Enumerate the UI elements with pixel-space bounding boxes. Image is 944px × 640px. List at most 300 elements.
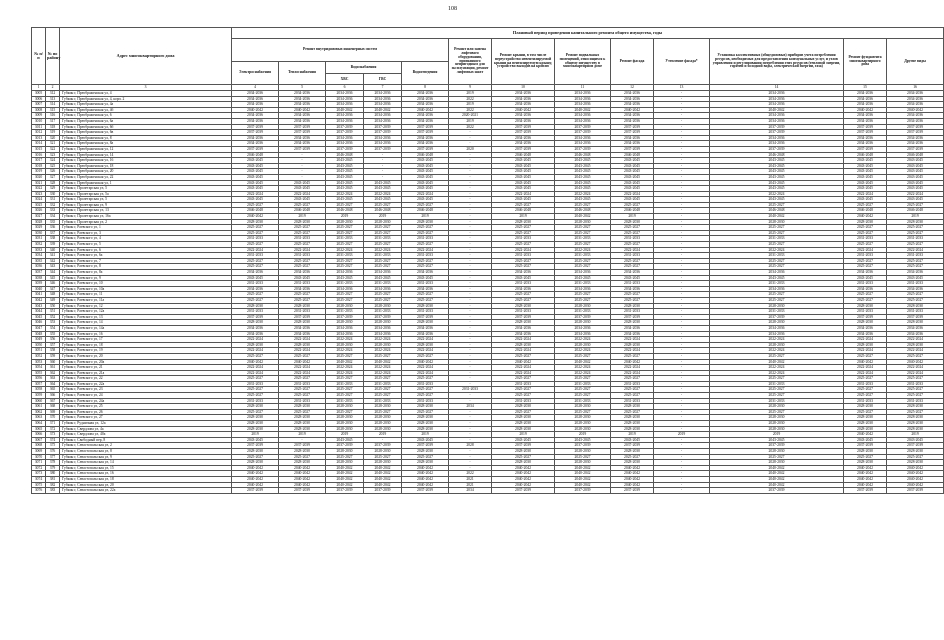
- table-cell: 2043-2045: [492, 197, 555, 203]
- address-cell: Губкин г, Раевского ул, 9: [60, 275, 232, 281]
- table-cell: 2037-2039: [279, 314, 326, 320]
- table-cell: 2034-2036: [611, 141, 654, 147]
- table-cell: 2043-2045: [326, 169, 364, 175]
- table-cell: 2025-2027: [555, 292, 611, 298]
- table-cell: 2040-2042: [611, 471, 654, 477]
- table-cell: 353: [46, 320, 60, 326]
- table-cell: 2028-2030: [279, 303, 326, 309]
- table-cell: -: [364, 163, 402, 169]
- table-cell: 2025-2027: [326, 454, 364, 460]
- table-cell: 2043-2045: [232, 186, 279, 192]
- table-cell: 2043-2045: [326, 437, 364, 443]
- table-cell: 344: [46, 270, 60, 276]
- table-cell: 2040-2042: [279, 471, 326, 477]
- table-cell: 2022-2024: [887, 365, 944, 371]
- table-cell: 2028-2030: [364, 460, 402, 466]
- table-cell: 2043-2045: [279, 180, 326, 186]
- table-cell: 322: [46, 146, 60, 152]
- table-cell: 2028-2030: [710, 219, 844, 225]
- table-cell: 2043-2045: [555, 197, 611, 203]
- table-cell: 3020: [32, 174, 46, 180]
- table-cell: 3015: [32, 146, 46, 152]
- table-cell: 2020: [449, 146, 492, 152]
- table-cell: 2046-2048: [710, 208, 844, 214]
- table-cell: 2034-2036: [492, 118, 555, 124]
- table-cell: 2046-2048: [402, 152, 449, 158]
- table-cell: 2031-2033: [844, 381, 887, 387]
- table-cell: -: [449, 292, 492, 298]
- address-cell: Губкин г, Преображенская ул, 22: [60, 174, 232, 180]
- table-cell: -: [449, 286, 492, 292]
- table-cell: 2043-2045: [232, 197, 279, 203]
- address-cell: Губкин г, Раевского ул, 14а: [60, 325, 232, 331]
- table-cell: 2028-2030: [887, 460, 944, 466]
- table-cell: -: [449, 353, 492, 359]
- table-cell: 2037-2039: [279, 124, 326, 130]
- column-number: 3: [60, 85, 232, 91]
- table-cell: 2028-2030: [844, 404, 887, 410]
- table-cell: 2043-2045: [710, 186, 844, 192]
- table-cell: 2034-2036: [710, 135, 844, 141]
- table-cell: 3050: [32, 342, 46, 348]
- table-cell: 3018: [32, 163, 46, 169]
- table-cell: -: [449, 342, 492, 348]
- table-cell: 2019: [364, 214, 402, 220]
- table-cell: -: [449, 320, 492, 326]
- table-cell: 2028-2030: [279, 421, 326, 427]
- table-cell: 2040-2042: [364, 465, 402, 471]
- table-cell: 2022-2024: [611, 191, 654, 197]
- table-cell: 2028-2030: [887, 219, 944, 225]
- table-cell: 331: [46, 197, 60, 203]
- table-cell: 2034-2036: [402, 325, 449, 331]
- table-cell: 355: [46, 331, 60, 337]
- table-cell: -: [654, 107, 710, 113]
- table-cell: 2028-2030: [232, 460, 279, 466]
- table-cell: 374: [46, 437, 60, 443]
- table-cell: 2040-2042: [887, 482, 944, 488]
- table-cell: 2034-2036: [364, 118, 402, 124]
- table-cell: 2028-2030: [611, 342, 654, 348]
- table-cell: 2025-2027: [279, 230, 326, 236]
- table-cell: 2043-2045: [887, 180, 944, 186]
- table-cell: 2034-2036: [279, 113, 326, 119]
- table-cell: 2037-2039: [364, 443, 402, 449]
- table-cell: 345: [46, 275, 60, 281]
- table-cell: 346: [46, 281, 60, 287]
- table-cell: 2037-2039: [611, 488, 654, 494]
- table-cell: 2043-2045: [887, 186, 944, 192]
- address-cell: Губкин г, Раевского ул, 14: [60, 320, 232, 326]
- table-cell: 2034-2036: [279, 135, 326, 141]
- table-cell: 2037-2039: [232, 488, 279, 494]
- table-cell: -: [654, 421, 710, 427]
- table-cell: 2025-2027: [364, 376, 402, 382]
- table-cell: 2034-2036: [364, 102, 402, 108]
- table-cell: 2031-2033: [364, 236, 402, 242]
- table-cell: 2028-2030: [844, 426, 887, 432]
- table-cell: 2040-2042: [844, 359, 887, 365]
- table-cell: 3073: [32, 471, 46, 477]
- table-cell: 2031-2033: [844, 236, 887, 242]
- address-cell: Губкин г, Раевского ул, 5: [60, 242, 232, 248]
- address-cell: Губкин г, Севастопольская ул, 9: [60, 454, 232, 460]
- table-cell: 2022-2024: [279, 247, 326, 253]
- table-cell: 364: [46, 381, 60, 387]
- table-cell: 326: [46, 169, 60, 175]
- header-elevator: Ремонт или замена лифтового оборудования, признанного непригодным для эксплуатации, ремонт лифтовых шахт: [449, 39, 492, 85]
- header-meters: Установка коллективных (общедомовых) приборов учета потребления ресурсов, необходимых для предоставления коммунальных услуг, и узлов управления и регулирования потребления этих ресурсов (тепловой энергии, горячей и холодной воды, электрической энергии, газа): [710, 39, 844, 85]
- table-cell: 2025-2027: [402, 225, 449, 231]
- table-cell: 2034-2036: [555, 325, 611, 331]
- table-cell: 2025-2027: [279, 258, 326, 264]
- table-cell: -: [654, 264, 710, 270]
- table-cell: 2031-2033: [232, 309, 279, 315]
- table-cell: 376: [46, 449, 60, 455]
- table-cell: 2037-2039: [232, 124, 279, 130]
- table-cell: 2040-2042: [232, 465, 279, 471]
- table-cell: 2022-2024: [492, 365, 555, 371]
- table-cell: 2040-2042: [710, 107, 844, 113]
- table-cell: 2031-2033: [326, 253, 364, 259]
- table-cell: 2025-2027: [710, 387, 844, 393]
- table-cell: 2028-2030: [844, 219, 887, 225]
- table-cell: 2043-2045: [364, 186, 402, 192]
- address-cell: Губкин г, Севастопольская ул, 22а: [60, 488, 232, 494]
- table-cell: 2043-2045: [710, 197, 844, 203]
- table-cell: 2046-2048: [279, 208, 326, 214]
- table-cell: -: [654, 337, 710, 343]
- table-cell: 2031-2033: [555, 398, 611, 404]
- header-hot-water: ГВС: [378, 77, 387, 81]
- table-cell: -: [279, 163, 326, 169]
- table-cell: 2040-2042: [232, 359, 279, 365]
- table-cell: 2025-2027: [887, 409, 944, 415]
- table-cell: 321: [46, 141, 60, 147]
- table-cell: 2025-2027: [611, 242, 654, 248]
- table-cell: 2022-2024: [611, 247, 654, 253]
- table-cell: 354: [46, 325, 60, 331]
- table-cell: 2028-2030: [402, 415, 449, 421]
- table-cell: 2034-2036: [555, 141, 611, 147]
- address-cell: Губкин г, Раевского ул, 12: [60, 303, 232, 309]
- table-cell: 2028-2030: [611, 421, 654, 427]
- address-cell: Губкин г, Раевского ул, 11а: [60, 297, 232, 303]
- table-cell: 2025-2027: [555, 242, 611, 248]
- table-cell: 2019: [492, 214, 555, 220]
- table-cell: 2025-2027: [402, 409, 449, 415]
- address-cell: Губкин г, Севастопольская ул, 20: [60, 482, 232, 488]
- table-cell: 2028-2030: [279, 404, 326, 410]
- table-cell: 327: [46, 174, 60, 180]
- table-cell: 2037-2039: [402, 130, 449, 136]
- table-cell: 2025-2027: [232, 242, 279, 248]
- table-cell: 2037-2039: [279, 443, 326, 449]
- address-cell: Губкин г, Преображенская ул, 6: [60, 113, 232, 119]
- table-cell: 2034-2036: [402, 135, 449, 141]
- address-cell: Губкин г, Свердлова ул, 40а: [60, 432, 232, 438]
- table-cell: 2022-2024: [887, 348, 944, 354]
- table-cell: 2028-2030: [279, 320, 326, 326]
- address-cell: Губкин г, Севастопольская ул, 2: [60, 443, 232, 449]
- table-cell: -: [654, 376, 710, 382]
- table-cell: 2028-2030: [492, 303, 555, 309]
- header-title: Плановый период проведения капитального ремонта общего имущества, годы: [232, 28, 944, 39]
- table-cell: 2025-2027: [611, 409, 654, 415]
- table-cell: 2031-2033: [844, 398, 887, 404]
- table-cell: 2043-2045: [326, 186, 364, 192]
- table-cell: 2028-2030: [611, 320, 654, 326]
- table-cell: 2043-2045: [844, 158, 887, 164]
- table-cell: 2040-2042: [232, 476, 279, 482]
- table-cell: 2046-2048: [232, 208, 279, 214]
- table-cell: 2022-2024: [710, 348, 844, 354]
- table-cell: 2028-2030: [611, 426, 654, 432]
- table-cell: 2043-2045: [555, 275, 611, 281]
- table-cell: -: [449, 186, 492, 192]
- table-cell: 2046-2048: [611, 152, 654, 158]
- table-cell: 2037-2039: [710, 488, 844, 494]
- table-cell: 2034-2036: [844, 286, 887, 292]
- table-cell: 2028-2030: [279, 426, 326, 432]
- table-cell: 2043-2045: [326, 158, 364, 164]
- table-cell: 2028-2030: [887, 404, 944, 410]
- table-cell: 2020-2021: [449, 113, 492, 119]
- column-number: 9: [449, 85, 492, 91]
- table-cell: 2037-2039: [887, 124, 944, 130]
- table-cell: 2034-2036: [364, 113, 402, 119]
- table-cell: 2028-2030: [232, 449, 279, 455]
- table-cell: 2040-2042: [279, 107, 326, 113]
- table-cell: -: [654, 297, 710, 303]
- table-cell: 2028-2030: [710, 320, 844, 326]
- table-cell: 2022-2024: [364, 337, 402, 343]
- table-cell: 2031-2033: [492, 381, 555, 387]
- table-cell: -: [449, 230, 492, 236]
- table-cell: 2040-2042: [326, 476, 364, 482]
- table-cell: 2028-2030: [279, 219, 326, 225]
- table-cell: 2046-2048: [402, 208, 449, 214]
- table-cell: 2028-2030: [887, 426, 944, 432]
- table-cell: -: [449, 348, 492, 354]
- address-cell: Губкин г, Пролетарская ул, 13: [60, 208, 232, 214]
- table-cell: 368: [46, 404, 60, 410]
- table-cell: 2034-2036: [887, 286, 944, 292]
- table-cell: -: [449, 303, 492, 309]
- table-cell: -: [654, 191, 710, 197]
- table-cell: 2037-2039: [611, 124, 654, 130]
- table-cell: 2037-2039: [611, 314, 654, 320]
- table-cell: 2037-2039: [492, 124, 555, 130]
- table-cell: 2034-2036: [364, 331, 402, 337]
- table-cell: 338: [46, 236, 60, 242]
- table-cell: 2031-2033: [232, 281, 279, 287]
- table-cell: 2028-2030: [402, 460, 449, 466]
- table-cell: 377: [46, 454, 60, 460]
- address-cell: Губкин г, Раевского ул, 25: [60, 404, 232, 410]
- table-cell: 2031-2033: [402, 236, 449, 242]
- table-cell: -: [654, 169, 710, 175]
- address-cell: Губкин г, Раевского ул, 23: [60, 387, 232, 393]
- table-cell: 2025-2027: [326, 225, 364, 231]
- table-cell: 2034-2036: [844, 96, 887, 102]
- table-cell: 2028-2030: [555, 415, 611, 421]
- table-cell: 2028-2030: [887, 342, 944, 348]
- table-cell: 2034-2036: [232, 331, 279, 337]
- address-cell: Губкин г, Преображенская ул, 4, корп. 2: [60, 96, 232, 102]
- table-cell: 2043-2045: [326, 174, 364, 180]
- address-cell: Губкин г, Севастопольская ул, 8: [60, 449, 232, 455]
- table-cell: -: [449, 152, 492, 158]
- table-cell: 2043-2045: [402, 275, 449, 281]
- table-cell: 2025-2027: [232, 393, 279, 399]
- table-cell: -: [449, 376, 492, 382]
- table-cell: 2028-2030: [364, 342, 402, 348]
- table-cell: 2025-2027: [232, 353, 279, 359]
- table-cell: 2034-2036: [232, 325, 279, 331]
- address-cell: Губкин г, Раевского ул, 3: [60, 230, 232, 236]
- table-cell: 2031-2033: [402, 309, 449, 315]
- table-cell: 2037-2039: [326, 314, 364, 320]
- table-cell: 2043-2045: [364, 197, 402, 203]
- table-cell: 2037-2039: [611, 443, 654, 449]
- table-cell: 319: [46, 130, 60, 136]
- table-cell: -: [654, 381, 710, 387]
- table-cell: 2034-2036: [232, 118, 279, 124]
- table-cell: 2043-2045: [279, 275, 326, 281]
- table-cell: 2028-2030: [364, 219, 402, 225]
- table-cell: 2043-2045: [402, 158, 449, 164]
- table-cell: -: [449, 370, 492, 376]
- table-cell: 2022-2024: [492, 348, 555, 354]
- table-cell: 2043-2045: [364, 275, 402, 281]
- table-cell: 315: [46, 107, 60, 113]
- table-cell: 2040-2042: [232, 471, 279, 477]
- table-cell: 2040-2042: [232, 107, 279, 113]
- table-cell: 2043-2045: [710, 275, 844, 281]
- header-other: Другие виды: [887, 39, 944, 85]
- table-cell: 2031-2033: [887, 236, 944, 242]
- table-cell: 2037-2039: [555, 146, 611, 152]
- table-cell: 2028-2030: [402, 421, 449, 427]
- table-cell: 2034-2036: [710, 113, 844, 119]
- table-cell: -: [654, 314, 710, 320]
- table-cell: -: [654, 135, 710, 141]
- column-number: 15: [844, 85, 887, 91]
- table-cell: 350: [46, 303, 60, 309]
- column-number: 8: [402, 85, 449, 91]
- table-cell: 2043-2045: [279, 197, 326, 203]
- table-cell: 2022-2024: [402, 191, 449, 197]
- table-cell: 2025-2027: [364, 258, 402, 264]
- table-cell: 2022-2024: [887, 191, 944, 197]
- table-cell: 2025-2027: [492, 258, 555, 264]
- table-cell: 2025-2027: [279, 292, 326, 298]
- table-cell: 3057: [32, 381, 46, 387]
- table-cell: 2034-2036: [326, 325, 364, 331]
- table-cell: 2043-2045: [710, 158, 844, 164]
- table-cell: 2025-2027: [492, 454, 555, 460]
- table-cell: 2043-2045: [326, 275, 364, 281]
- table-cell: 2025-2027: [611, 264, 654, 270]
- table-cell: 2034-2036: [887, 331, 944, 337]
- table-cell: 2031-2033: [402, 398, 449, 404]
- table-cell: -: [449, 460, 492, 466]
- table-cell: 2028-2030: [844, 460, 887, 466]
- table-cell: 2031-2033: [232, 381, 279, 387]
- table-cell: 318: [46, 124, 60, 130]
- table-cell: 3052: [32, 353, 46, 359]
- table-cell: 2025-2027: [326, 297, 364, 303]
- table-cell: 2031-2033: [279, 253, 326, 259]
- table-cell: 2043-2045: [887, 437, 944, 443]
- table-cell: 2043-2045: [611, 180, 654, 186]
- table-cell: 2037-2039: [402, 146, 449, 152]
- table-cell: 330: [46, 191, 60, 197]
- table-cell: 2025-2027: [555, 230, 611, 236]
- table-cell: 2037-2039: [232, 443, 279, 449]
- table-cell: 2022-2024: [326, 191, 364, 197]
- table-cell: -: [654, 113, 710, 119]
- table-cell: 2019: [710, 432, 844, 438]
- table-cell: -: [654, 443, 710, 449]
- table-cell: 2034-2036: [887, 96, 944, 102]
- table-cell: 2034-2036: [326, 286, 364, 292]
- table-cell: 2037-2039: [887, 443, 944, 449]
- table-cell: 2043-2045: [555, 186, 611, 192]
- table-cell: 2040-2042: [279, 482, 326, 488]
- table-cell: 2022-2024: [279, 370, 326, 376]
- table-cell: 2040-2042: [326, 482, 364, 488]
- column-number: 12: [611, 85, 654, 91]
- table-cell: 2025-2027: [402, 292, 449, 298]
- table-cell: 2043-2045: [279, 186, 326, 192]
- table-cell: 3037: [32, 270, 46, 276]
- table-cell: 2034-2036: [326, 141, 364, 147]
- table-cell: 2043-2045: [844, 169, 887, 175]
- table-cell: 2031-2033: [279, 381, 326, 387]
- table-cell: 2022-2024: [844, 348, 887, 354]
- table-cell: 2034-2036: [279, 286, 326, 292]
- table-cell: 2025-2027: [555, 393, 611, 399]
- address-cell: Губкин г, Раевского ул, 22: [60, 376, 232, 382]
- table-cell: 3016: [32, 152, 46, 158]
- table-cell: 2034-2036: [492, 286, 555, 292]
- address-cell: Губкин г, Пролетарская ул, 5: [60, 197, 232, 203]
- table-cell: 2028-2030: [279, 460, 326, 466]
- table-cell: -: [654, 281, 710, 287]
- table-cell: 2040-2042: [364, 482, 402, 488]
- table-cell: 341: [46, 253, 60, 259]
- table-cell: 2025-2027: [710, 376, 844, 382]
- table-cell: 2028-2030: [710, 415, 844, 421]
- table-cell: 2034-2036: [492, 325, 555, 331]
- table-cell: 2025-2027: [555, 409, 611, 415]
- address-cell: Губкин г, Раевского ул, 8а: [60, 270, 232, 276]
- table-cell: 3070: [32, 454, 46, 460]
- table-cell: 2040-2042: [887, 471, 944, 477]
- address-cell: Губкин г, Раевского ул, 17: [60, 337, 232, 343]
- table-cell: -: [449, 270, 492, 276]
- table-cell: 2025-2027: [611, 353, 654, 359]
- table-cell: 2022-2024: [232, 365, 279, 371]
- table-cell: 2025-2027: [279, 376, 326, 382]
- table-cell: 2022-2024: [402, 365, 449, 371]
- table-cell: 2022-2024: [887, 337, 944, 343]
- table-cell: 2025-2027: [611, 376, 654, 382]
- table-cell: -: [449, 242, 492, 248]
- address-cell: Губкин г, Преображенская ул, 8а: [60, 141, 232, 147]
